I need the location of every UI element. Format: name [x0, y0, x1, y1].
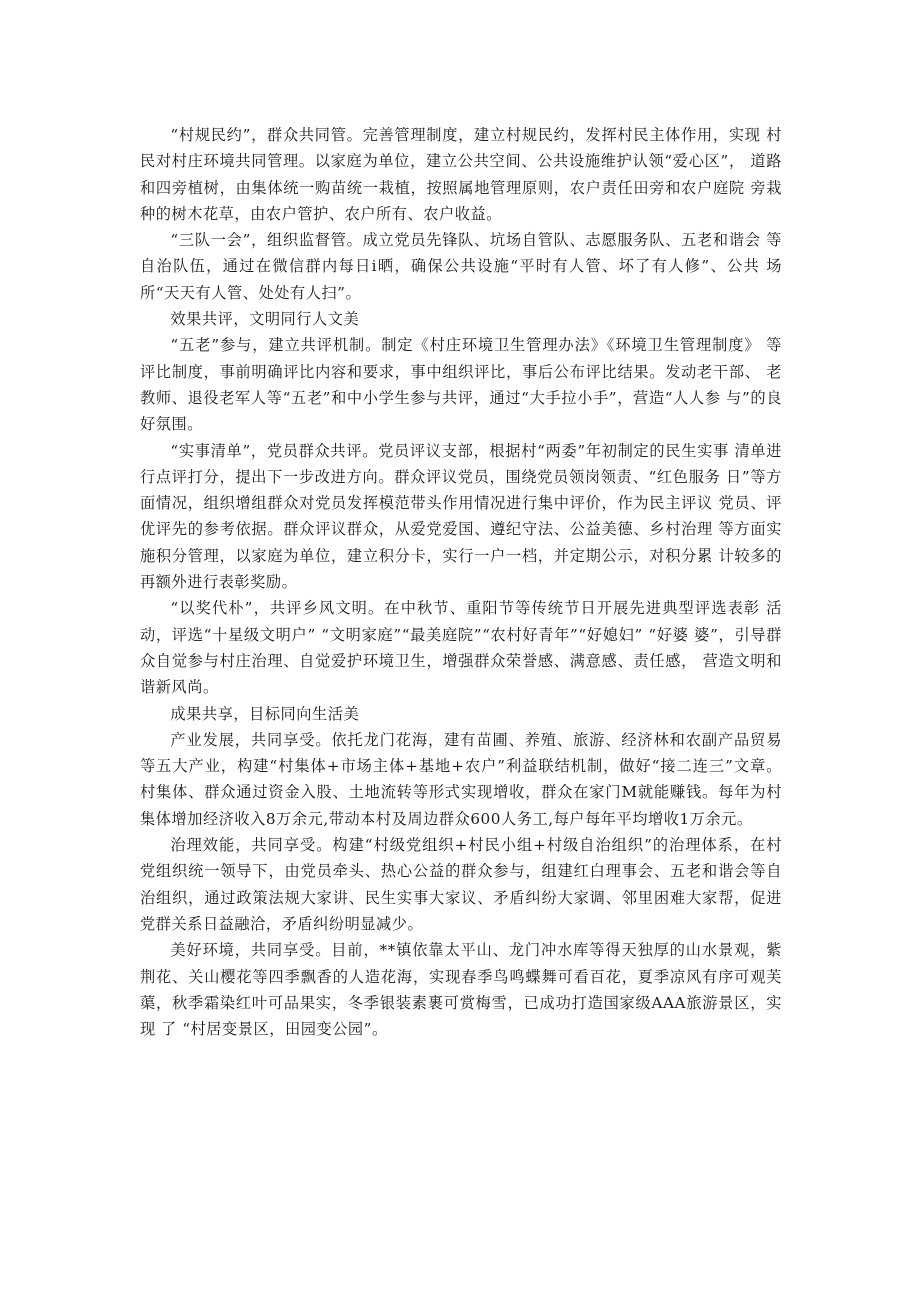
paragraph-industry: 产业发展，共同享受。依托龙门花海，建有苗圃、养殖、旅游、经济林和农副产品贸易 等五大产业，构建“村集体+市场主体+基地+农户”利益联结机制，做好“接二连三”文章。 村集体、群众通过资金入股、土地流转等形式实现增收，群众在家门M就能赚钱。每年为村 集体增加经济收入8万余元,带动本村及周边群众600人务工,每户每年平均增收1万余元。: [140, 730, 782, 828]
paragraph-environment: 美好环境，共同享受。目前，**镇依靠太平山、龙门冲水库等得天独厚的山水景观，紫 荆花、关山樱花等四季飘香的人造花海，实现春季鸟鸣蝶舞可看百花，夏季凉风有序可观芙 蕖，秋季霜染红叶可品果实，冬季银装素裹可赏梅雪，已成功打造国家级AAA旅游景区，实 现 了 “村居变景区，田园变公园”。: [140, 941, 782, 1039]
paragraph-rewards: “以奖代朴”，共评乡风文明。在中秋节、重阳节等传统节日开展先进典型评选表彰 活动，评选“十星级文明户” “文明家庭”“最美庭院”“农村好青年”“好媳妇” “好婆 婆”，引导群众自觉参与村庄治理、自觉爱护环境卫生，增强群众荣誉感、满意感、责任感， 营造文明和谐新风尚。: [140, 599, 782, 697]
section-heading-shared-results: 成果共享，目标同向生活美: [170, 704, 360, 723]
paragraph-five-elders: “五老”参与，建立共评机制。制定《村庄环境卫生管理办法》《环境卫生管理制度》 等评比制度，事前明确评比内容和要求，事中组织评比，事后公布评比结果。发动老干部、 老教师、退役老军人等“五老”和中小学生参与共评，通过“大手拉小手”，营造“人人参 与”的良好氛围。: [140, 336, 782, 434]
paragraph-governance: 治理效能，共同享受。构建“村级党组织+村民小组+村级自治组织”的治理体系，在村 党组织统一领导下，由党员牵头、热心公益的群众参与，组建红白理事会、五老和谐会等自 治组织，通过政策法规大家讲、民生实事大家议、矛盾纠纷大家调、邻里困难大家帮，促进 党群关系日益融洽，矛盾纠纷明显减少。: [140, 836, 782, 933]
section-heading-joint-evaluation: 效果共评，文明同行人文美: [170, 310, 360, 329]
paragraph-three-teams: “三队一会”，组织监督管。成立党员先锋队、坑场自管队、志愿服务队、五老和谐会 等自治队伍，通过在微信群内每日i晒，确保公共设施“平时有人管、坏了有人修”、公共 场所“天天有人管、处处有人扫”。: [140, 231, 782, 302]
paragraph-practical-list: “实事清单”，党员群众共评。党员评议支部，根据村“两委”年初制定的民生实事 清单进行点评打分，提出下一步改进方向。群众评议党员，围绕党员领岗领责、“红色服务 日”等方面情况，组织增组群众对党员发挥模范带头作用情况进行集中评价，作为民主评议 党员、评优评先的参考依据。群众评议群众，从爱党爱国、遵纪守法、公益美德、乡村治理 等方面实施积分管理，以家庭为单位，建立积分卡，实行一户一档，并定期公示，对积分累 计较多的再额外进行表彰奖励。: [140, 441, 782, 592]
document-body: [140, 122, 782, 1042]
paragraph-village-rules: “村规民约”，群众共同管。完善管理制度，建立村规民约，发挥村民主体作用，实现 村民对村庄环境共同管理。以家庭为单位，建立公共空间、公共设施维护认领“爱心区”， 道路和四旁植树，由集体统一购苗统一栽植，按照属地管理原则，农户责任田旁和农户庭院 旁栽种的树木花草，由农户管护、农户所有、农户收益。: [140, 126, 782, 223]
